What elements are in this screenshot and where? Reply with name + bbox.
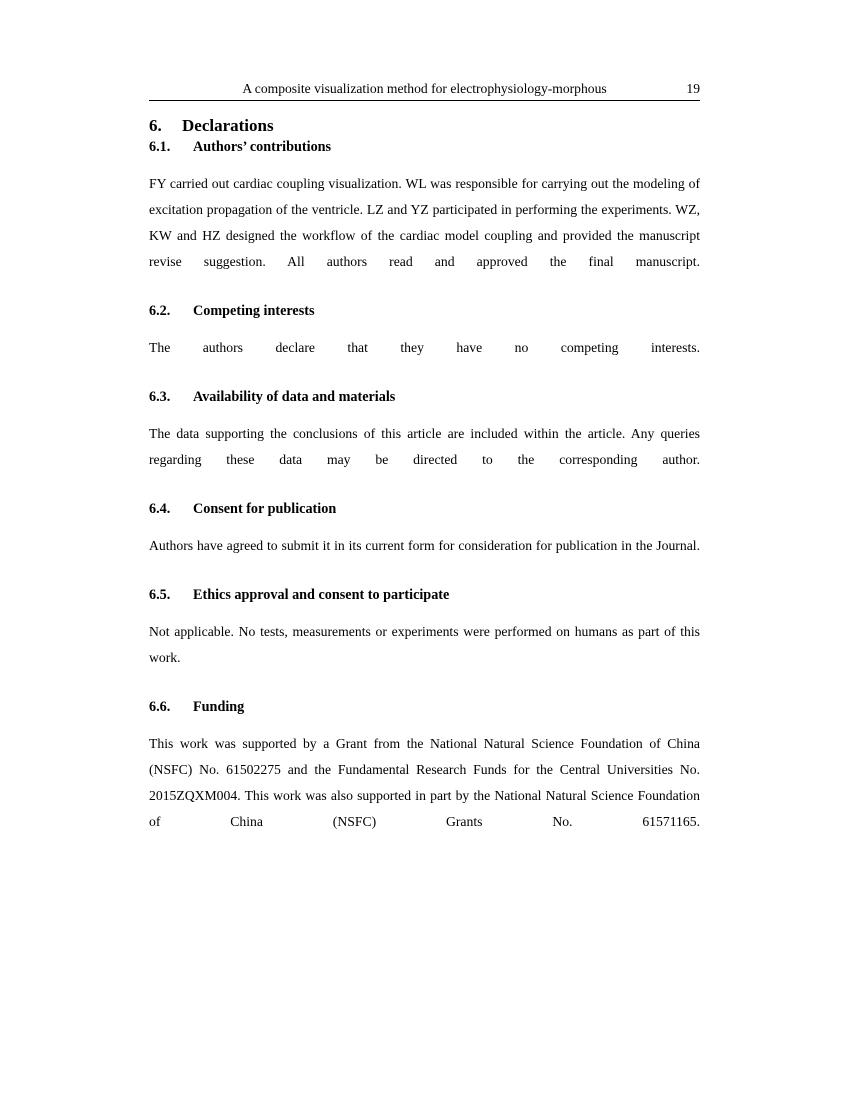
running-head bbox=[149, 78, 700, 99]
subsection-heading-authors-contributions bbox=[149, 137, 700, 157]
subsection-heading-funding bbox=[149, 697, 700, 717]
page-number: 19 bbox=[686, 81, 700, 96]
subsection-body-ethics-approval: Not applicable. No tests, measurements or experiments were performed on humans as part of this work. bbox=[149, 624, 700, 665]
subsection-number: 6.2. bbox=[149, 303, 171, 319]
subsection-title: Ethics approval and consent to participate bbox=[193, 587, 450, 603]
subsection-heading-competing-interests bbox=[149, 301, 700, 321]
subsection-title: Availability of data and materials bbox=[193, 389, 396, 405]
subsection-title: Consent for publication bbox=[193, 501, 337, 517]
subsection-body-availability-of-data: The data supporting the conclusions of this article are included within the article. Any queries regarding these data may be directed to the corresponding author. bbox=[149, 426, 700, 467]
page-content bbox=[149, 78, 700, 861]
section-title: Declarations bbox=[182, 116, 274, 135]
subsection-number: 6.5. bbox=[149, 587, 171, 603]
subsection-title: Authors’ contributions bbox=[193, 139, 332, 155]
subsection-body-funding: This work was supported by a Grant from the National Natural Science Foundation of China (NSFC) No. 61502275 and the Fundamental Research Funds for the Central Universities No. 2015ZQXM004. This work was also supported in part by the National Natural Science Foundation of China (NSFC) Grants No. 61571165. bbox=[149, 736, 700, 829]
header-rule bbox=[149, 100, 700, 101]
subsection-body-competing-interests: The authors declare that they have no competing interests. bbox=[149, 340, 700, 355]
subsection-number: 6.3. bbox=[149, 389, 171, 405]
subsection-number: 6.6. bbox=[149, 699, 171, 715]
section-heading-declarations bbox=[149, 115, 700, 137]
subsection-title: Funding bbox=[193, 699, 245, 715]
subsection-heading-consent-for-publication bbox=[149, 499, 700, 519]
subsection-title: Competing interests bbox=[193, 303, 315, 319]
subsection-number: 6.4. bbox=[149, 501, 171, 517]
subsection-number: 6.1. bbox=[149, 139, 171, 155]
subsection-body-authors-contributions: FY carried out cardiac coupling visualization. WL was responsible for carrying out the modeling of excitation propagation of the ventricle. LZ and YZ participated in performing the experiments. WZ, KW and HZ designed the workflow of the cardiac model coupling and provided the manuscript revise suggestion. All authors read and approved the final manuscript. bbox=[149, 176, 700, 269]
section-number: 6. bbox=[149, 116, 162, 135]
subsection-heading-ethics-approval bbox=[149, 585, 700, 605]
subsection-body-consent-for-publication: Authors have agreed to submit it in its current form for consideration for publication in the Journal. bbox=[149, 538, 700, 553]
running-head-title: A composite visualization method for electrophysiology-morphous bbox=[242, 81, 607, 96]
subsection-heading-availability-of-data bbox=[149, 387, 700, 407]
